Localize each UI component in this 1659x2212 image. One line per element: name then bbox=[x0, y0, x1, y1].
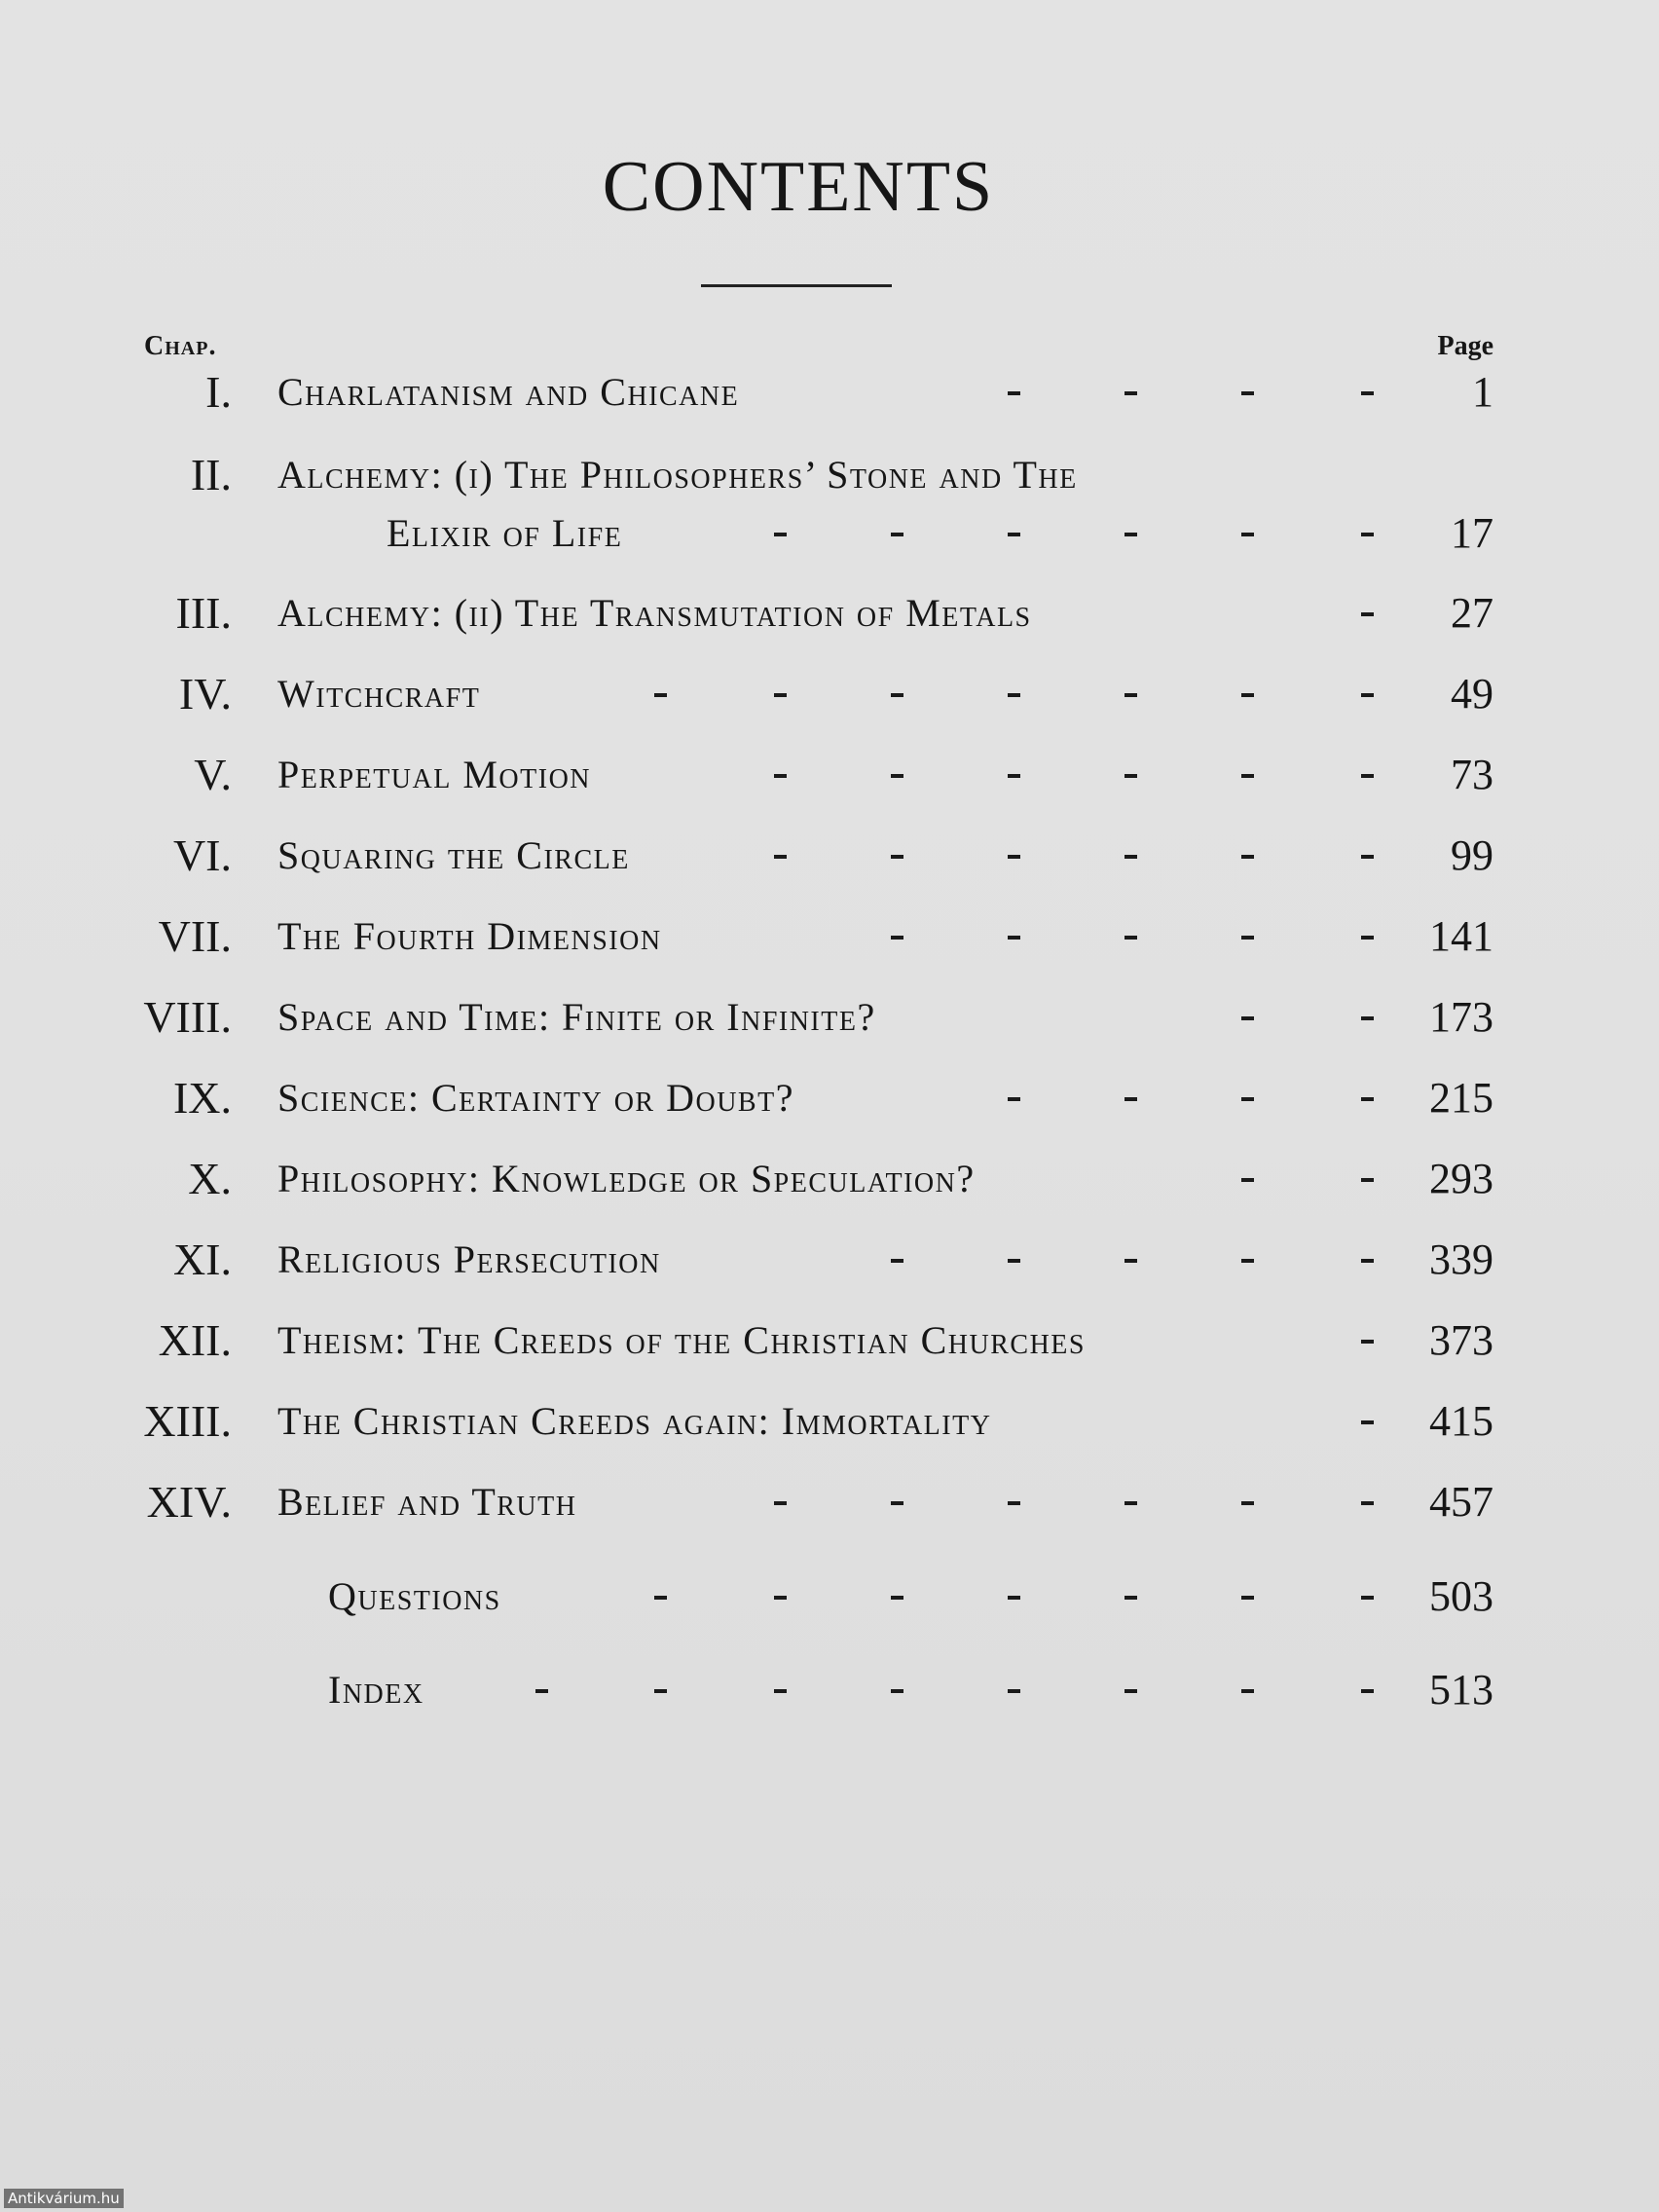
leader-dash bbox=[1361, 1016, 1374, 1020]
leader-dash bbox=[891, 936, 903, 940]
page-number: 457 bbox=[1429, 1478, 1493, 1526]
leader-dash bbox=[774, 533, 787, 536]
leader-dash bbox=[1361, 1340, 1374, 1344]
page-number: 1 bbox=[1472, 368, 1493, 416]
page-number: 339 bbox=[1429, 1235, 1493, 1283]
toc-entry-13 bbox=[0, 1392, 1659, 1451]
leader-dash bbox=[1008, 936, 1020, 940]
leader-dash bbox=[891, 1596, 903, 1600]
leader-dash bbox=[1124, 1097, 1137, 1101]
chapter-title: Philosophy: Knowledge or Speculation? bbox=[277, 1157, 976, 1200]
chapter-number: XII. bbox=[158, 1315, 232, 1365]
page-number: 173 bbox=[1429, 993, 1493, 1041]
page-number: 49 bbox=[1451, 670, 1493, 718]
leader-dash bbox=[1241, 1016, 1254, 1020]
leader-dash bbox=[1361, 1596, 1374, 1600]
chapter-title: The Christian Creeds again: Immortality bbox=[277, 1399, 992, 1443]
leader-dash bbox=[774, 1689, 787, 1693]
toc-entry-7 bbox=[0, 907, 1659, 966]
page-number: 99 bbox=[1451, 831, 1493, 879]
leader-dash bbox=[1361, 1259, 1374, 1263]
chapter-title-continued: Elixir of Life bbox=[387, 511, 623, 555]
leader-dash bbox=[1008, 1097, 1020, 1101]
chapter-title: Alchemy: (i) The Philosophers’ Stone and The bbox=[277, 453, 1078, 497]
toc-entry-11 bbox=[0, 1231, 1659, 1289]
leader-dash bbox=[891, 693, 903, 697]
toc-entry-14 bbox=[0, 1473, 1659, 1531]
leader-dash bbox=[1241, 1596, 1254, 1600]
leader-dash bbox=[1008, 774, 1020, 778]
chapter-title: Squaring the Circle bbox=[277, 833, 630, 877]
chapter-number: IX. bbox=[172, 1073, 232, 1123]
leader-dash bbox=[654, 1689, 667, 1693]
chapter-number: I. bbox=[205, 367, 232, 417]
toc-entry-3 bbox=[0, 584, 1659, 643]
leader-dash bbox=[1008, 1596, 1020, 1600]
chapter-number: II. bbox=[190, 450, 232, 499]
leader-dash bbox=[1241, 1689, 1254, 1693]
leader-dash bbox=[1241, 533, 1254, 536]
chapter-column-header: Chap. bbox=[144, 331, 217, 361]
leader-dash bbox=[1361, 1178, 1374, 1182]
leader-dash bbox=[1124, 693, 1137, 697]
chapter-number: VIII. bbox=[143, 992, 232, 1042]
leader-dash bbox=[1361, 1097, 1374, 1101]
page-number: 73 bbox=[1451, 751, 1493, 798]
leader-dash bbox=[774, 855, 787, 859]
leader-dash bbox=[1008, 1689, 1020, 1693]
leader-dash bbox=[1124, 1259, 1137, 1263]
leader-dash bbox=[1361, 612, 1374, 616]
chapter-number: XI. bbox=[172, 1235, 232, 1284]
leader-dash bbox=[1008, 533, 1020, 536]
toc-entry-10 bbox=[0, 1150, 1659, 1208]
leader-dash bbox=[1361, 1501, 1374, 1505]
chapter-title: The Fourth Dimension bbox=[277, 914, 662, 958]
page-number: 27 bbox=[1451, 589, 1493, 637]
leader-dash bbox=[1241, 391, 1254, 395]
chapter-number: XIII. bbox=[143, 1396, 232, 1446]
page-number: 215 bbox=[1429, 1074, 1493, 1122]
toc-entry-9 bbox=[0, 1069, 1659, 1127]
leader-dash bbox=[774, 1501, 787, 1505]
leader-dash bbox=[1241, 855, 1254, 859]
watermark: Antikvárium.hu bbox=[4, 2189, 124, 2208]
chapter-number: VII. bbox=[158, 911, 232, 961]
leader-dash bbox=[891, 774, 903, 778]
toc-entry-8 bbox=[0, 988, 1659, 1047]
chapter-title: Space and Time: Finite or Infinite? bbox=[277, 995, 876, 1039]
leader-dash bbox=[891, 1689, 903, 1693]
leader-dash bbox=[535, 1689, 548, 1693]
leader-dash bbox=[774, 774, 787, 778]
chapter-number: IV. bbox=[178, 669, 232, 719]
chapter-number: VI. bbox=[172, 830, 232, 880]
leader-dash bbox=[1124, 533, 1137, 536]
leader-dash bbox=[1361, 774, 1374, 778]
leader-dash bbox=[1124, 855, 1137, 859]
leader-dash bbox=[1361, 855, 1374, 859]
leader-dash bbox=[1124, 391, 1137, 395]
leader-dash bbox=[1124, 1596, 1137, 1600]
leader-dash bbox=[1241, 774, 1254, 778]
toc-entry-5 bbox=[0, 746, 1659, 804]
chapter-number: V. bbox=[194, 750, 232, 799]
back-matter-title: Questions bbox=[328, 1574, 501, 1618]
toc-entry-12 bbox=[0, 1311, 1659, 1370]
toc-entry-questions bbox=[0, 1567, 1659, 1626]
leader-dash bbox=[1361, 1420, 1374, 1424]
chapter-title: Science: Certainty or Doubt? bbox=[277, 1076, 794, 1120]
chapter-title: Charlatanism and Chicane bbox=[277, 370, 740, 414]
leader-dash bbox=[774, 1596, 787, 1600]
chapter-title: Perpetual Motion bbox=[277, 753, 592, 796]
chapter-number: III. bbox=[175, 588, 232, 638]
toc-entry-6 bbox=[0, 827, 1659, 885]
leader-dash bbox=[1008, 855, 1020, 859]
leader-dash bbox=[891, 1501, 903, 1505]
chapter-number: XIV. bbox=[146, 1477, 232, 1527]
page-number: 141 bbox=[1429, 912, 1493, 960]
leader-dash bbox=[1241, 936, 1254, 940]
heading-rule bbox=[701, 284, 892, 287]
toc-entry-index bbox=[0, 1661, 1659, 1719]
leader-dash bbox=[654, 693, 667, 697]
toc-entry-4 bbox=[0, 665, 1659, 723]
back-matter-title: Index bbox=[328, 1668, 424, 1712]
toc-entry-2 bbox=[0, 446, 1659, 557]
leader-dash bbox=[1241, 1501, 1254, 1505]
leader-dash bbox=[1008, 1501, 1020, 1505]
chapter-title: Religious Persecution bbox=[277, 1237, 661, 1281]
leader-dash bbox=[1124, 1689, 1137, 1693]
contents-heading: CONTENTS bbox=[602, 147, 995, 227]
page-number: 513 bbox=[1429, 1666, 1493, 1714]
leader-dash bbox=[891, 1259, 903, 1263]
toc-entry-1 bbox=[0, 363, 1659, 422]
leader-dash bbox=[654, 1596, 667, 1600]
chapter-number: X. bbox=[188, 1154, 232, 1203]
page-number: 503 bbox=[1429, 1572, 1493, 1620]
leader-dash bbox=[1361, 391, 1374, 395]
chapter-title: Theism: The Creeds of the Christian Churches bbox=[277, 1318, 1086, 1362]
leader-dash bbox=[891, 533, 903, 536]
page-number: 373 bbox=[1429, 1316, 1493, 1364]
page-number: 17 bbox=[1451, 509, 1493, 557]
page-number: 415 bbox=[1429, 1397, 1493, 1445]
leader-dash bbox=[1361, 936, 1374, 940]
leader-dash bbox=[1124, 936, 1137, 940]
leader-dash bbox=[1008, 693, 1020, 697]
leader-dash bbox=[1241, 1178, 1254, 1182]
chapter-title: Alchemy: (ii) The Transmutation of Metals bbox=[277, 591, 1032, 635]
leader-dash bbox=[1241, 1097, 1254, 1101]
leader-dash bbox=[1008, 391, 1020, 395]
leader-dash bbox=[1241, 1259, 1254, 1263]
leader-dash bbox=[1124, 774, 1137, 778]
leader-dash bbox=[1241, 693, 1254, 697]
leader-dash bbox=[891, 855, 903, 859]
chapter-title: Witchcraft bbox=[277, 672, 481, 716]
page-number: 293 bbox=[1429, 1155, 1493, 1202]
chapter-title: Belief and Truth bbox=[277, 1480, 577, 1524]
leader-dash bbox=[1361, 1689, 1374, 1693]
leader-dash bbox=[1008, 1259, 1020, 1263]
leader-dash bbox=[1361, 533, 1374, 536]
leader-dash bbox=[1361, 693, 1374, 697]
leader-dash bbox=[774, 693, 787, 697]
page-column-header: Page bbox=[1437, 331, 1493, 361]
leader-dash bbox=[1124, 1501, 1137, 1505]
